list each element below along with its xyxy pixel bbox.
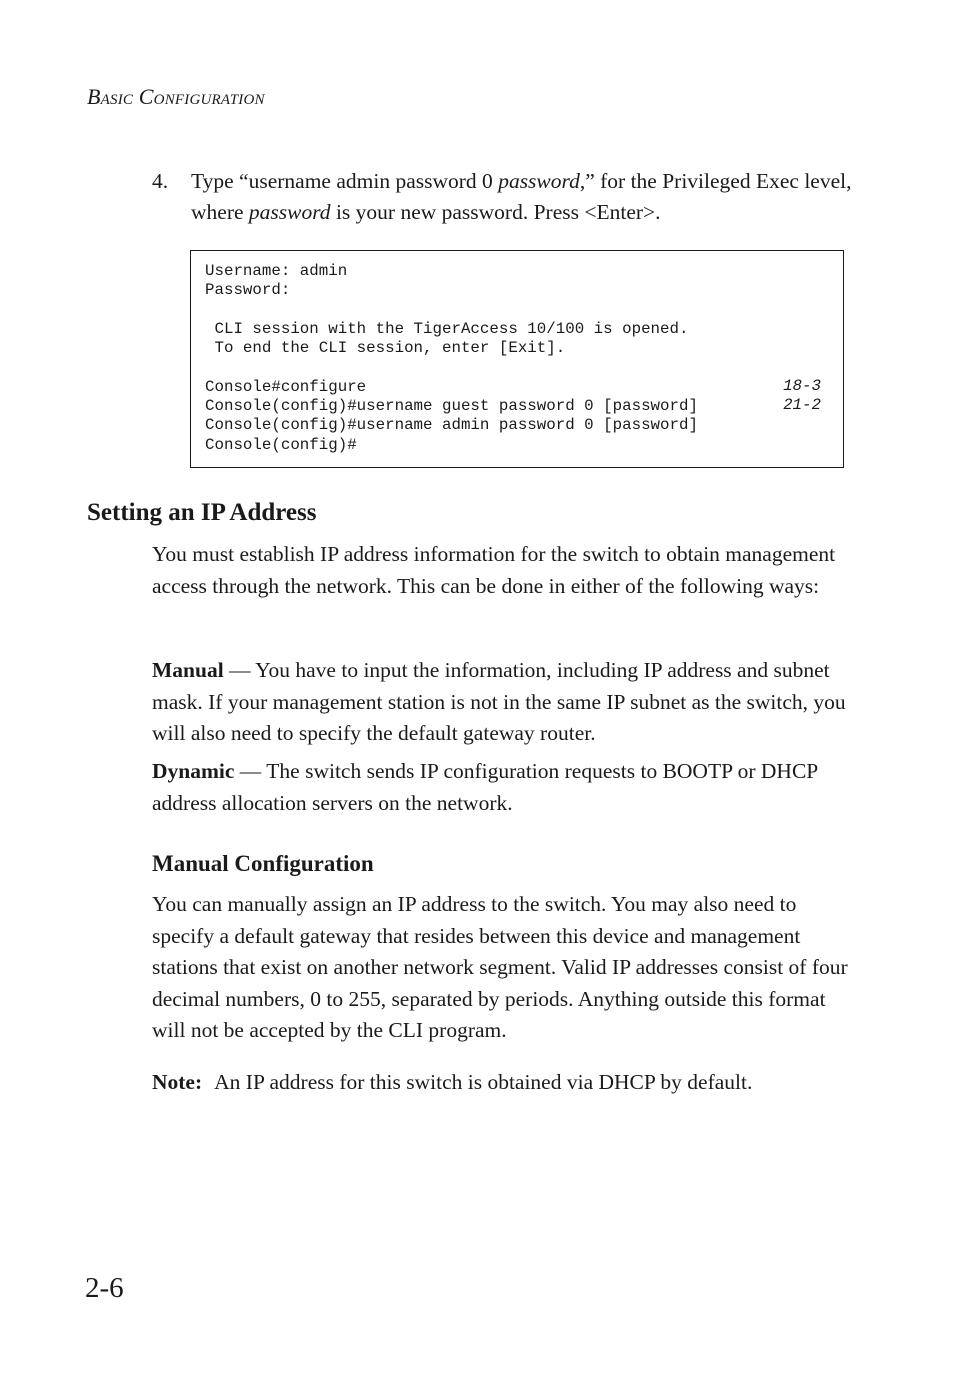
- note-label: Note:: [152, 1070, 203, 1094]
- step-text-italic: password: [248, 200, 331, 224]
- running-head: Basic Configuration: [87, 84, 265, 109]
- dynamic-label: Dynamic: [152, 759, 235, 783]
- step-text-italic: password: [498, 169, 580, 193]
- page-number: 2-6: [85, 1272, 124, 1304]
- step-number: 4.: [152, 169, 169, 193]
- dynamic-text: — The switch sends IP configuration requests to BOOTP or DHCP address allocation servers on the network.: [152, 759, 818, 815]
- manual-item: [152, 655, 852, 750]
- step-text-part: Type “username admin password 0: [191, 169, 499, 193]
- code-ref-configure: 18-3: [783, 377, 821, 395]
- manual-label: Manual: [152, 658, 224, 682]
- code-ref-username: 21-2: [783, 396, 821, 415]
- dynamic-item: [152, 756, 852, 819]
- intro-paragraph: You must establish IP address information for the switch to obtain management access through the network. This can be done in either of the following ways:: [152, 542, 836, 598]
- manual-text: — You have to input the information, including IP address and subnet mask. If your management station is not in the same IP subnet as the switch, you will also need to specify the default gateway router.: [152, 658, 846, 745]
- note-text: An IP address for this switch is obtained via DHCP by default.: [214, 1070, 753, 1094]
- manual-config-paragraph: You can manually assign an IP address to the switch. You may also need to specify a default gateway that resides between this device and management stations that exist on another network segment. Valid IP addresses consist of four decimal numbers, 0 to 255, separated by periods. Anything outside this format will not be accepted by the CLI program.: [152, 892, 848, 1042]
- subsection-heading: Manual Configuration: [152, 851, 374, 876]
- code-listing: Username: admin Password: CLI session with the TigerAccess 10/100 is opened. To end the CLI session, enter [Exit]. Console#configure Console(config)#username guest password 0 [password] Console(config)#username admin password 0 [password] Console(config)#: [205, 262, 698, 454]
- section-heading: Setting an IP Address: [87, 499, 317, 526]
- numbered-step: [152, 166, 852, 228]
- step-text: [191, 166, 852, 228]
- note: [152, 1067, 852, 1099]
- step-text-part: is your new password. Press <Enter>.: [330, 200, 661, 224]
- code-page-references: [783, 377, 821, 416]
- code-example-box: [190, 250, 844, 468]
- step-text-part: ,” for the Privileged Exec level, where: [191, 169, 852, 224]
